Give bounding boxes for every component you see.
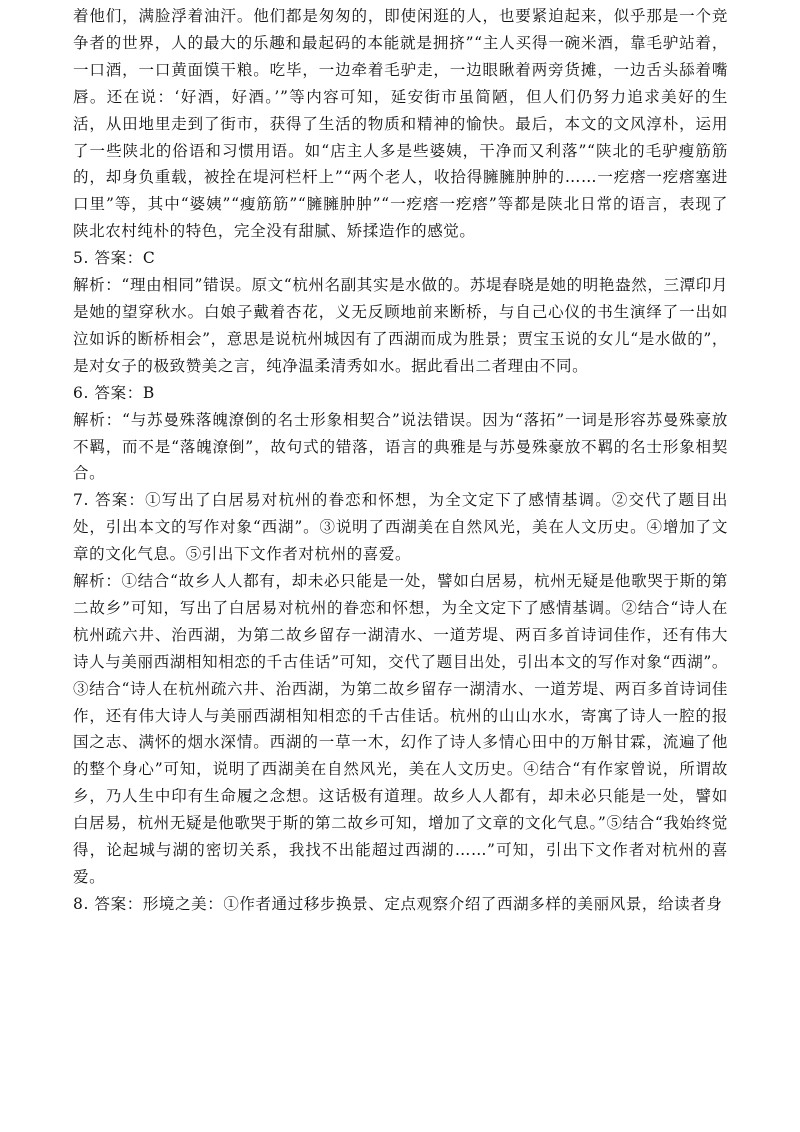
analysis-6-paragraph: 解析：“与苏曼殊落魄潦倒的名士形象相契合”说法错误。因为“落拓”一词是形容苏曼殊豪放不羁，而不是“落魄潦倒”，故句式的错落，语言的典雅是与苏曼殊豪放不羁的名士形象相契合。 [73,410,728,483]
document-page [73,3,728,918]
answer-5-label: 5. 答案：C [73,249,156,268]
continuation-paragraph: 着他们，满脸浮着油汗。他们都是匆匆的，即使闲逛的人，也要紧迫起来，似乎那是一个竞争者的世界，人的最大的乐趣和最起码的本能就是拥挤”“主人买得一碗米酒，靠毛驴站着，一口酒，一口黄面馍干粮。吃毕，一边牵着毛驴走，一边眼瞅着两旁货摊，一边舌头舔着嘴唇。还在说：‘好酒，好酒。’”等内容可知，延安街市虽简陋，但人们仍努力追求美好的生活，从田地里走到了街市，获得了生活的物质和精神的愉快。最后，本文的文风淳朴，运用了一些陕北的俗语和习惯用语。如“店主人多是些婆姨，干净而又利落”“陕北的毛驴瘦筋筋的，却身负重载，被拴在堤河栏杆上”“两个老人，收拾得臃臃肿肿的……一疙瘩一疙瘩塞进口里”等，其中“婆姨”“瘦筋筋”“臃臃肿肿”“一疙瘩一疙瘩”等都是陕北日常的语言，表现了陕北农村纯朴的特色，完全没有甜腻、矫揉造作的感觉。 [73,7,728,241]
answer-6-label: 6. 答案：B [73,383,155,402]
answer-7-paragraph: 7. 答案：①写出了白居易对杭州的眷恋和怀想，为全文定下了感情基调。②交代了题目出处，引出本文的写作对象“西湖”。③说明了西湖美在自然风光，美在人文历史。④增加了文章的文化气息。⑤引出下文作者对杭州的喜爱。 [73,491,728,564]
analysis-5-paragraph: 解析：“理由相同”错误。原文“杭州名副其实是水做的。苏堤春晓是她的明艳盎然，三潭印月是她的望穿秋水。白娘子戴着杏花，义无反顾地前来断桥，与自己心仪的书生演绎了一出如泣如诉的断桥相会”，意思是说杭州城因有了西湖而成为胜景；贾宝玉说的女儿“是水做的”，是对女子的极致赞美之言，纯净温柔清秀如水。据此看出二者理由不同。 [73,276,728,375]
answer-8-paragraph: 8. 答案：形境之美：①作者通过移步换景、定点观察介绍了西湖多样的美丽风景，给读者身 [73,894,723,913]
analysis-7-paragraph: 解析：①结合“故乡人人都有，却未必只能是一处，譬如白居易，杭州无疑是他歌哭于斯的第二故乡”可知，写出了白居易对杭州的眷恋和怀想，为全文定下了感情基调。②结合“诗人在杭州疏六井、治西湖，为第二故乡留存一湖清水、一道芳堤、两百多首诗词佳作，还有伟大诗人与美丽西湖相知相恋的千古佳话”可知，交代了题目出处，引出本文的写作对象“西湖”。③结合“诗人在杭州疏六井、治西湖，为第二故乡留存一湖清水、一道芳堤、两百多首诗词佳作，还有伟大诗人与美丽西湖相知相恋的千古佳话。杭州的山山水水，寄寓了诗人一腔的报国之志、满怀的烟水深情。西湖的一草一木，幻作了诗人多情心田中的万斛甘霖，流遍了他的整个身心”可知，说明了西湖美在自然风光，美在人文历史。④结合“有作家曾说，所谓故乡，乃人生中印有生命履之念想。这话极有道理。故乡人人都有，却未必只能是一处，譬如白居易，杭州无疑是他歌哭于斯的第二故乡可知，增加了文章的文化气息。”⑤结合“我始终觉得，论起城与湖的密切关系，我找不出能超过西湖的……”可知，引出下文作者对杭州的喜爱。 [73,572,728,886]
